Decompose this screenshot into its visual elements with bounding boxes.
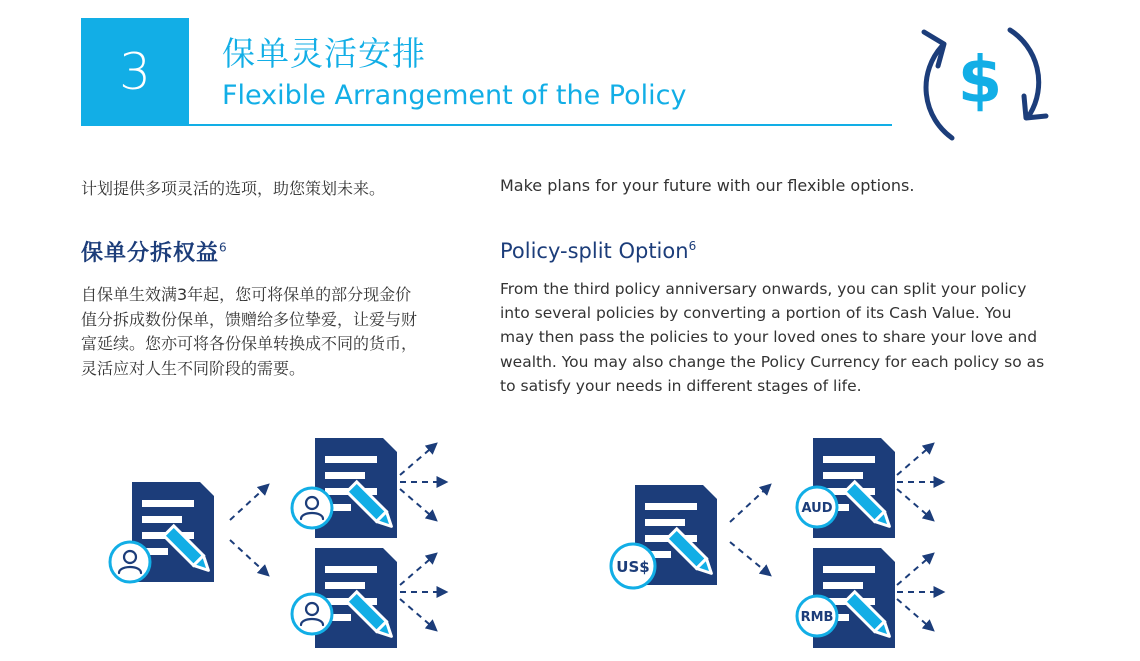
policy-split-heading-cn: 保单分拆权益$^6$ (81, 240, 228, 266)
title-divider (81, 124, 892, 126)
policy-split-heading-en: Policy-split Option$^6$ (500, 239, 697, 263)
currency-badge (611, 544, 655, 588)
body-line: 灵活应对人生不同阶段的需要。 (81, 358, 306, 378)
policy-split-body-en (500, 277, 1060, 398)
body-line: From the third policy anniversary onwards, you can split your policy (500, 280, 1027, 298)
intro-text-cn: 计划提供多项灵活的选项，助您策划未来。 (81, 179, 386, 198)
section-number-box (81, 18, 189, 126)
section-title-en: Flexible Arrangement of the Policy (222, 80, 687, 111)
split-arrows (230, 485, 268, 575)
footnote-marker: 6 (219, 240, 228, 255)
target-currency-label: RMB (800, 610, 834, 625)
person-icon (292, 488, 332, 528)
policy-split-people-diagram (90, 430, 560, 650)
body-line: into several policies by converting a portion of its Cash Value. You (500, 304, 1012, 323)
dollar-cycle-icon (900, 10, 1060, 150)
section-number: 3 (119, 43, 151, 101)
fan-out-arrows (897, 444, 943, 630)
source-currency-label: US$ (616, 558, 650, 576)
section-title-cn: 保单灵活安排 (222, 34, 426, 73)
fan-out-arrows (400, 444, 446, 630)
body-line: 富延续。您亦可将各份保单转换成不同的货币， (81, 334, 418, 353)
person-icon (110, 542, 150, 582)
policy-split-currency-diagram (595, 430, 1065, 650)
intro-text-en: Make plans for your future with our flexible options. (500, 176, 915, 195)
dollar-sign-icon: $ (957, 44, 1003, 118)
body-line: 自保单生效满3年起，您可将保单的部分现金价 (81, 285, 412, 304)
target-currency-label: AUD (801, 501, 833, 516)
footnote-marker: 6 (688, 239, 697, 253)
split-arrows (730, 485, 770, 575)
body-line: 值分拆成数份保单，馈赠给多位挚爱，让爱与财 (81, 309, 418, 329)
policy-split-body-cn (81, 283, 481, 381)
body-line: wealth. You may also change the Policy Currency for each policy so as (500, 352, 1045, 371)
currency-badge (797, 487, 837, 527)
currency-badge (797, 596, 837, 636)
split-policy-doc-icon (315, 548, 397, 648)
body-line: may then pass the policies to your loved ones to share your love and (500, 328, 1038, 347)
body-line: to satisfy your needs in different stages of life. (500, 376, 862, 395)
person-icon (292, 594, 332, 634)
